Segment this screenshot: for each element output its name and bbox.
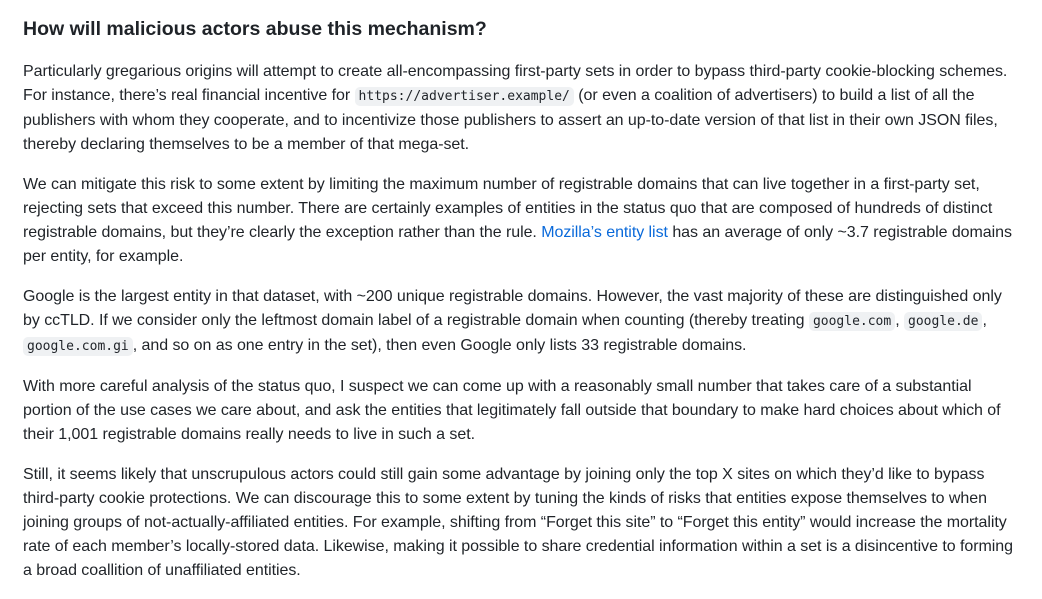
paragraph-text: , and so on as one entry in the set), then even Google only lists 33 registrable domains. bbox=[132, 337, 747, 354]
paragraph-text: has an average of only ~3.7 registrable domains per entity, for example. bbox=[23, 224, 1012, 265]
separator: , bbox=[895, 312, 905, 329]
article bbox=[23, 14, 1018, 599]
inline-code-advertiser-url: https://advertiser.example/ bbox=[355, 87, 574, 106]
paragraph-unscrupulous-actors bbox=[23, 463, 1018, 583]
paragraph-text: Particularly gregarious origins will attempt to create all-encompassing first-party sets in order to bypass third-party cookie-blocking schemes. For instance, there’s real financial incentive for bbox=[23, 63, 1008, 104]
inline-code-google-com: google.com bbox=[809, 312, 895, 331]
paragraph-gregarious-origins bbox=[23, 60, 1018, 157]
paragraph-text: Still, it seems likely that unscrupulous actors could still gain some advantage by joining only the top X sites on which they’d like to bypass third-party cookie protections. We can discourage this to some extent by tuning the kinds of risks that entities expose themselves to when joining groups of not-actually-affiliated entities. For example, shifting from “Forget this site” to “Forget this entity” would increase the mortality rate of each member’s locally-stored data. Likewise, making it possible to share credential information within a set is a disincentive to forming a broad coallition of unaffiliated entities. bbox=[23, 466, 1013, 579]
inline-code-google-com-gi: google.com.gi bbox=[23, 337, 133, 356]
paragraph-mitigate-risk bbox=[23, 173, 1018, 269]
paragraph-text: (or even a coalition of advertisers) to build a list of all the publishers with whom they cooperate, and to incentivize those publishers to assert an up-to-date version of that list in their own JSON files, thereby declaring themselves to be a member of that mega-set. bbox=[23, 87, 998, 153]
paragraph-text: Google is the largest entity in that dataset, with ~200 unique registrable domains. However, the vast majority of these are distinguished only by ccTLD. If we consider only the leftmost domain label of a registrable domain when counting (thereby treating bbox=[23, 288, 1002, 329]
paragraph-careful-analysis bbox=[23, 375, 1018, 447]
inline-code-google-de: google.de bbox=[904, 312, 982, 331]
paragraph-text: With more careful analysis of the status quo, I suspect we can come up with a reasonably small number that takes care of a substantial portion of the use cases we care about, and ask the entities that legitimately fall outside that boundary to make hard choices about which of their 1,001 registrable domains really needs to live in such a set. bbox=[23, 378, 1001, 443]
paragraph-text: We can mitigate this risk to some extent by limiting the maximum number of registrable domains that can live together in a first-party set, rejecting sets that exceed this number. There are certainly examples of entities in the status quo that are composed of hundreds of distinct registrable domains, but they’re clearly the exception rather than the rule. bbox=[23, 176, 993, 241]
mozilla-entity-list-link[interactable]: Mozilla’s entity list bbox=[541, 224, 668, 241]
paragraph-google-entity bbox=[23, 285, 1018, 359]
section-heading: How will malicious actors abuse this mechanism? bbox=[23, 18, 487, 40]
separator: , bbox=[982, 312, 987, 329]
